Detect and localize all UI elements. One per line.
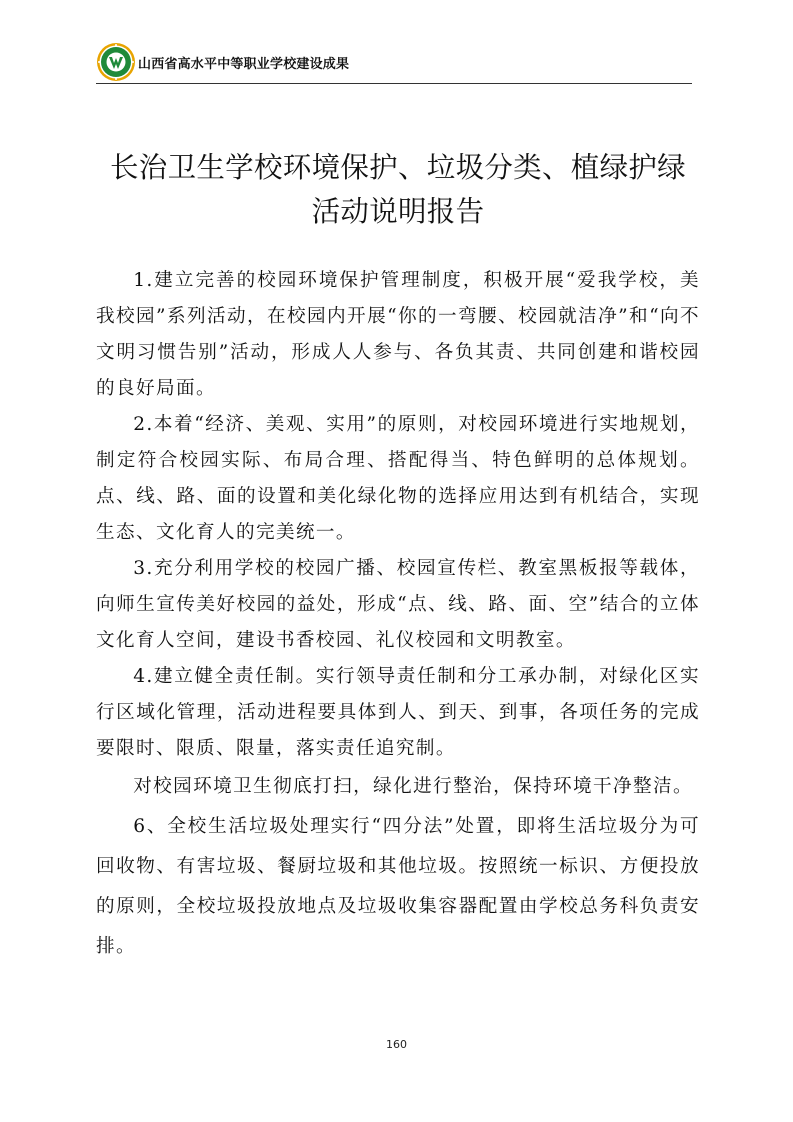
header-divider (96, 83, 692, 84)
paragraph-6: 6、全校生活垃圾处理实行“四分法”处置，即将生活垃圾分为可回收物、有害垃圾、餐厨垃圾和其他垃圾。按照统一标识、方便投放的原则，全校垃圾投放地点及垃圾收集容器配置由学校总务科负责安排。 (96, 816, 700, 957)
paragraph-4: 4.建立健全责任制。实行领导责任制和分工承办制，对绿化区实行区域化管理，活动进程要具体到人、到天、到事，各项任务的完成要限时、限质、限量，落实责任追究制。 (96, 666, 700, 759)
document-title: 长治卫生学校环境保护、垃圾分类、植绿护绿活动说明报告 (109, 151, 686, 228)
paragraph-2: 2.本着“经济、美观、实用”的原则，对校园环境进行实地规划，制定符合校园实际、布局合理、搭配得当、特色鲜明的总体规划。点、线、路、面的设置和美化绿化物的选择应用达到有机结合，实现生态、文化育人的完美统一。 (96, 414, 700, 543)
header-title: 山西省高水平中等职业学校建设成果 (138, 57, 350, 72)
school-emblem-icon (96, 42, 136, 82)
paragraph-3: 3.充分利用学校的校园广播、校园宣传栏、教室黑板报等载体，向师生宣传美好校园的益处，形成“点、线、路、面、空”结合的立体文化育人空间，建设书香校园、礼仪校园和文明教室。 (96, 558, 700, 651)
document-body (96, 263, 700, 967)
page-number: 160 (386, 1038, 407, 1051)
paragraph-5: 对校园环境卫生彻底打扫，绿化进行整治，保持环境干净整洁。 (133, 776, 694, 797)
page-header (96, 40, 692, 84)
paragraph-1: 1.建立完善的校园环境保护管理制度，积极开展“爱我学校，美我校园”系列活动，在校园内开展“你的一弯腰、校园就洁净”和“向不文明习惯告别”活动，形成人人参与、各负其责、共同创建和谐校园的良好局面。 (96, 270, 700, 399)
